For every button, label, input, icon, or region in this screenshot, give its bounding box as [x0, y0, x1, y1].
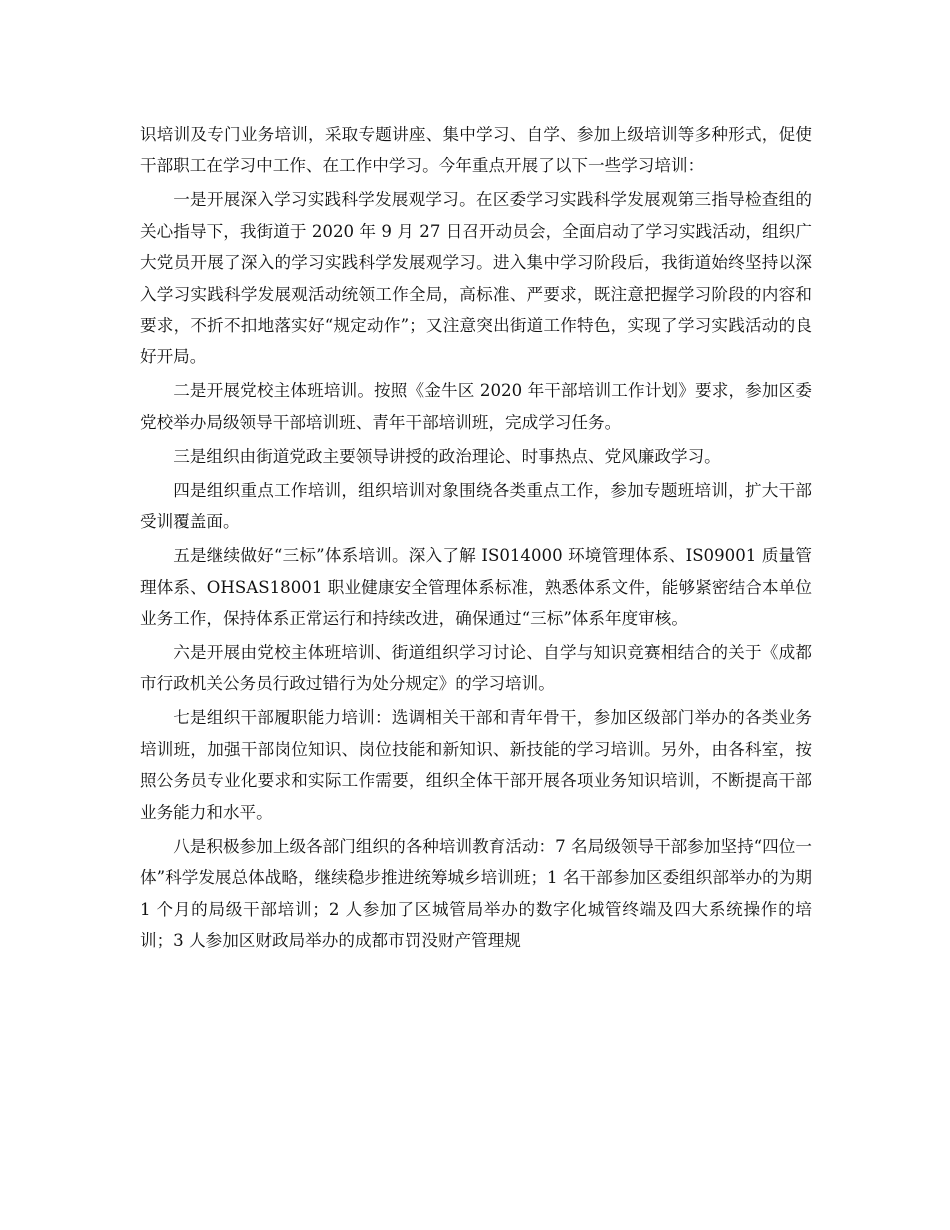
paragraph-item-6: 六是开展由党校主体班培训、街道组织学习讨论、自学与知识竞赛相结合的关于《成都市行政机关公务员行政过错行为处分规定》的学习培训。	[140, 643, 812, 694]
document-page	[140, 119, 812, 959]
paragraph-item-2: 二是开展党校主体班培训。按照《金牛区 2020 年干部培训工作计划》要求，参加区委党校举办局级领导干部培训班、青年干部培训班，完成学习任务。	[140, 381, 812, 432]
paragraph-item-3: 三是组织由街道党政主要领导讲授的政治理论、时事热点、党风廉政学习。	[173, 446, 721, 466]
paragraph-item-1: 一是开展深入学习实践科学发展观学习。在区委学习实践科学发展观第三指导检查组的关心指导下，我街道于 2020 年 9 月 27 日召开动员会，全面启动了学习实践活动，组织广大党员开展了深入的学习实践科学发展观学习。进入集中学习阶段后，我街道始终坚持以深入学习实践科学发展观活动统领工作全局，高标准、严要求，既注意把握学习阶段的内容和要求，不折不扣地落实好“规定动作”；又注意突出街道工作特色，实现了学习实践活动的良好开局。	[140, 190, 812, 367]
paragraph-item-4: 四是组织重点工作培训，组织培训对象围绕各类重点工作，参加专题班培训，扩大干部受训覆盖面。	[140, 480, 812, 532]
paragraph-item-8: 八是积极参加上级各部门组织的各种培训教育活动：7 名局级领导干部参加坚持“四位一体”科学发展总体战略，继续稳步推进统筹城乡培训班；1 名干部参加区委组织部举办的为期 1 个月的局级干部培训；2 人参加了区城管局举办的数字化城管终端及四大系统操作的培训；3 人参加区财政局举办的成都市罚没财产管理规	[140, 836, 812, 950]
paragraph-item-7: 七是组织干部履职能力培训：选调相关干部和青年骨干，参加区级部门举办的各类业务培训班，加强干部岗位知识、岗位技能和新知识、新技能的学习培训。另外，由各科室，按照公务员专业化要求和实际工作需要，组织全体干部开展各项业务知识培训，不断提高干部业务能力和水平。	[140, 708, 812, 822]
paragraph-continuation: 识培训及专门业务培训，采取专题讲座、集中学习、自学、参加上级培训等多种形式，促使干部职工在学习中工作、在工作中学习。今年重点开展了以下一些学习培训：	[140, 125, 812, 176]
paragraph-item-5: 五是继续做好“三标”体系培训。深入了解 IS014000 环境管理体系、IS09001 质量管理体系、OHSAS18001 职业健康安全管理体系标准，熟悉体系文件，能够紧密结合本单位业务工作，保持体系正常运行和持续改进，确保通过“三标”体系年度审核。	[140, 546, 812, 629]
